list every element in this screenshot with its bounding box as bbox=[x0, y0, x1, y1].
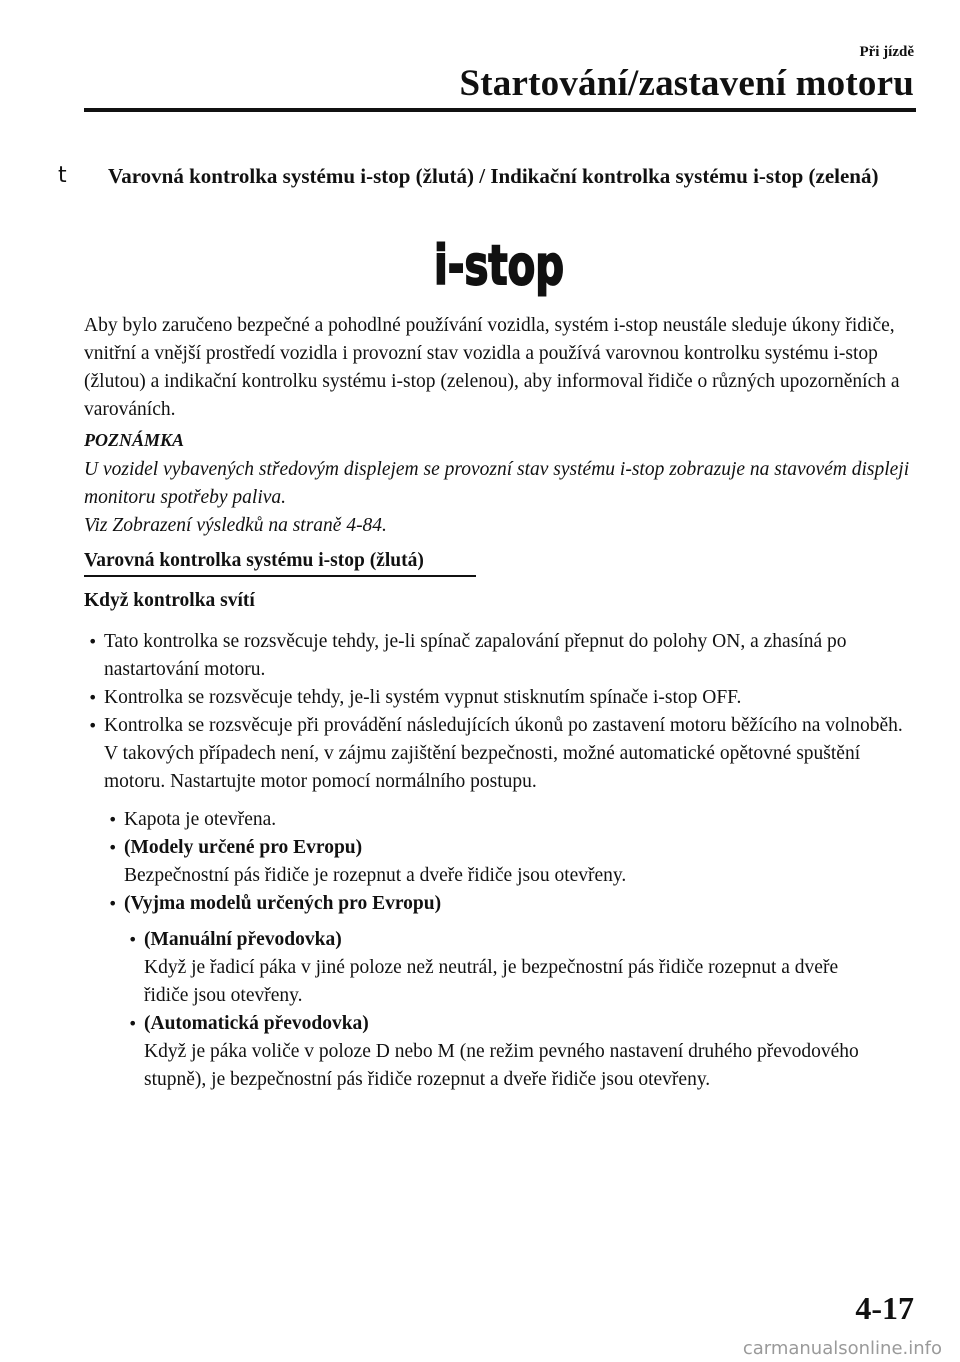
list-item-text: Tato kontrolka se rozsvěcuje tehdy, je-li spínač zapalování přepnut do polohy ON, a zhasíná po nastartování motoru. bbox=[104, 631, 847, 680]
list-item bbox=[128, 926, 884, 1010]
list-item-text: Kontrolka se rozsvěcuje při provádění následujících úkonů po zastavení motoru běžícího na volnoběh. V takových případech není, v zájmu zajištění bezpečnosti, možné automatické opětovné spuštění motoru. Nastartujte motor pomocí normálního postupu. bbox=[104, 715, 903, 792]
bullet-dot: • bbox=[88, 688, 98, 707]
bullet-dot: • bbox=[88, 716, 98, 735]
list-item-text: Bezpečnostní pás řidiče je rozepnut a dveře řidiče jsou otevřeny. bbox=[124, 865, 627, 886]
bullet-dot: • bbox=[108, 810, 118, 829]
when-light-on-label: Když kontrolka svítí bbox=[84, 590, 255, 611]
list-item-label: (Modely určené pro Evropu) bbox=[124, 837, 363, 858]
list-item-text: Když je páka voliče v poloze D nebo M (ne režim pevného nastavení druhého převodového stupně), je bezpečnostní pás řidiče rozepnut a dveře řidiče jsou otevřeny. bbox=[144, 1041, 859, 1090]
list-item bbox=[88, 712, 910, 796]
list-item-text: Kapota je otevřena. bbox=[124, 809, 277, 830]
list-item-label: (Vyjma modelů určených pro Evropu) bbox=[124, 893, 442, 914]
bullet-dot: • bbox=[88, 632, 98, 651]
header-divider bbox=[84, 108, 916, 112]
list-item bbox=[108, 890, 904, 918]
list-item bbox=[108, 806, 904, 834]
list-item-text: Když je řadicí páka v jiné poloze než neutrál, je bezpečnostní pás řidiče rozepnut a dveře řidiče jsou otevřeny. bbox=[144, 957, 839, 1006]
bullet-dot: • bbox=[128, 930, 138, 949]
list-item bbox=[88, 628, 894, 684]
section-heading bbox=[58, 162, 884, 190]
i-stop-logo-text: i-stop bbox=[434, 234, 564, 297]
list-item bbox=[108, 834, 904, 890]
watermark[interactable]: carmanualsonline.info bbox=[742, 1338, 942, 1359]
note-label: POZNÁMKA bbox=[84, 430, 185, 450]
bullet-dot: • bbox=[128, 1014, 138, 1033]
section-marker: t bbox=[58, 163, 67, 188]
i-stop-indicator-icon bbox=[432, 226, 566, 308]
warning-light-heading: Varovná kontrolka systému i-stop (žlutá) bbox=[84, 550, 424, 571]
section-heading-text: Varovná kontrolka systému i-stop (žlutá) / Indikační kontrolka systému i-stop (zelená) bbox=[108, 164, 879, 188]
list-item-label: (Manuální převodovka) bbox=[144, 929, 342, 950]
header-section-name: Při jízdě bbox=[859, 44, 914, 60]
bullet-dot: • bbox=[108, 894, 118, 913]
list-item-label: (Automatická převodovka) bbox=[144, 1013, 369, 1034]
list-item-text: Kontrolka se rozsvěcuje tehdy, je-li systém vypnut stisknutím spínače i-stop OFF. bbox=[104, 687, 742, 708]
list-item bbox=[128, 1010, 884, 1094]
intro-paragraph: Aby bylo zaručeno bezpečné a pohodlné používání vozidla, systém i-stop neustále sleduje úkony řidiče, vnitřní a vnější prostředí vozidla i provozní stav vozidla a používá varovnou kontrolku systému i-stop (žlutou) a indikační kontrolku systému i-stop (zelenou), aby informoval řidiče o různých upozorněních a varováních. bbox=[84, 315, 900, 420]
note-reference: Viz Zobrazení výsledků na straně 4-84. bbox=[84, 515, 387, 536]
bullet-dot: • bbox=[108, 838, 118, 857]
note-body bbox=[84, 456, 914, 540]
heading-underline bbox=[84, 575, 476, 577]
list-item bbox=[88, 684, 904, 712]
note-text: U vozidel vybavených středovým displejem se provozní stav systému i-stop zobrazuje na stavovém displeji monitoru spotřeby paliva. bbox=[84, 459, 910, 508]
page-number: 4-17 bbox=[855, 1290, 914, 1326]
page-title: Startování/zastavení motoru bbox=[459, 63, 914, 104]
